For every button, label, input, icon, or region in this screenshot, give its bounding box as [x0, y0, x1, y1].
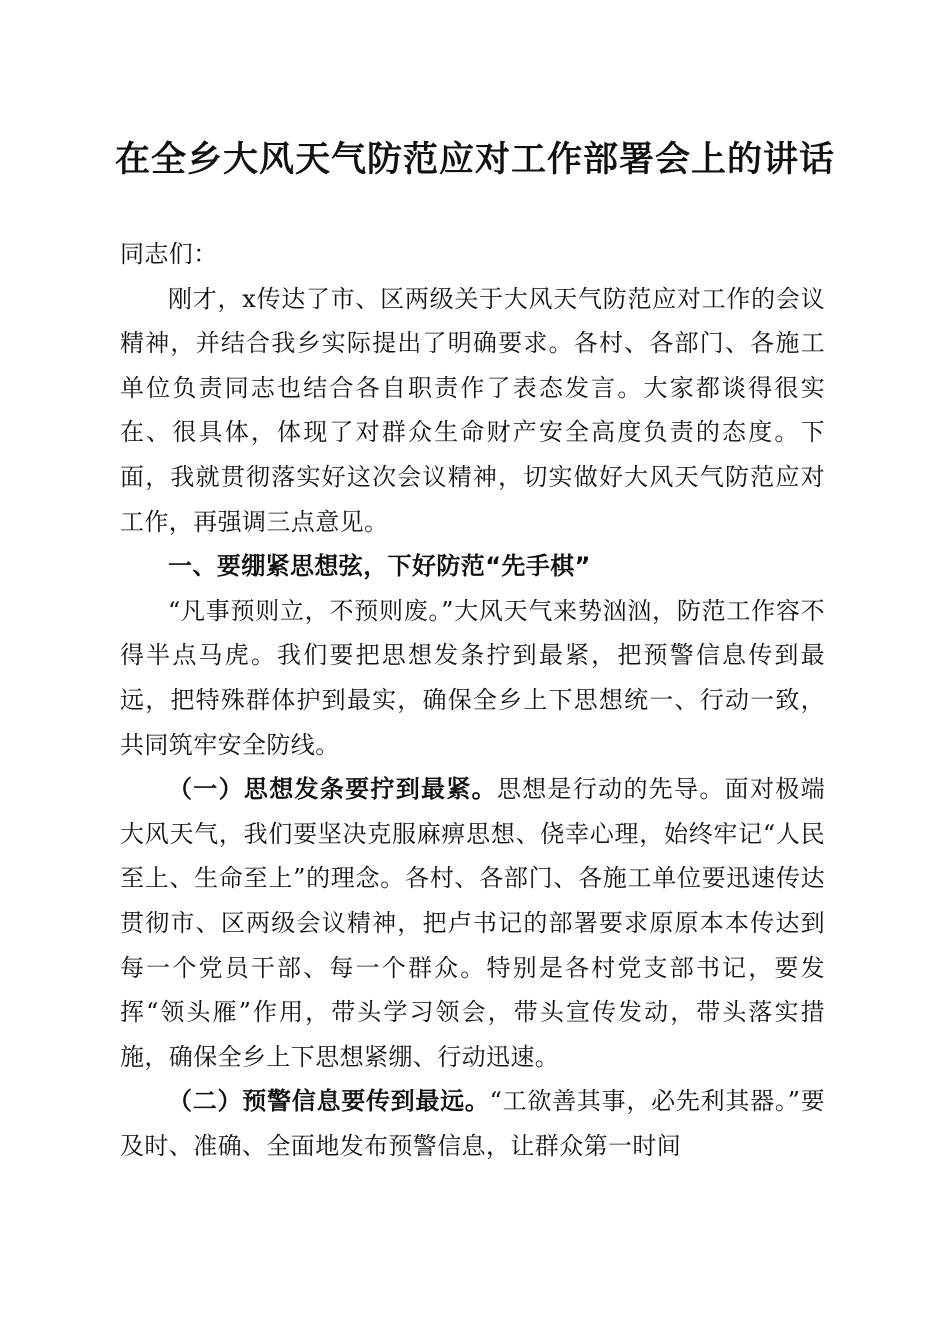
subsection-1-text: 思想是行动的先导。面对极端大风天气，我们要坚决克服麻痹思想、侥幸心理，始终牢记“人民至上、生命至上”的理念。各村、各部门、各施工单位要迅速传达贯彻市、区两级会议精神，把卢书记的部署要求原原本本传达到每一个党员干部、每一个群众。特别是各村党支部书记，要发挥“领头雁”作用，带头学习领会，带头宣传发动，带头落实措施，确保全乡上下思想紧绷、行动迅速。 — [120, 775, 825, 1071]
subsection-1 — [120, 767, 825, 1079]
document-body — [120, 232, 825, 1168]
salutation: 同志们： — [120, 240, 218, 268]
subsection-2 — [120, 1079, 825, 1168]
subsection-2-text: “工欲善其事，必先利其器。”要及时、准确、全面地发布预警信息，让群众第一时间 — [120, 1087, 825, 1160]
subsection-2-lead: （二）预警信息要传到最远。 — [168, 1086, 490, 1116]
intro-paragraph: 刚才，x传达了市、区两级关于大风天气防范应对工作的会议精神，并结合我乡实际提出了明确要求。各村、各部门、各施工单位负责同志也结合各自职责作了表态发言。大家都谈得很实在、很具体，体现了对群众生命财产安全高度负责的态度。下面，我就贯彻落实好这次会议精神，切实做好大风天气防范应对工作，再强调三点意见。 — [120, 284, 825, 536]
section-1-paragraph: “凡事预则立，不预则废。”大风天气来势汹汹，防范工作容不得半点马虎。我们要把思想发条拧到最紧，把预警信息传到最远，把特殊群体护到最实，确保全乡上下思想统一、行动一致，共同筑牢安全防线。 — [120, 596, 825, 759]
document-title: 在全乡大风天气防范应对工作部署会上的讲话 — [114, 139, 835, 180]
subsection-1-lead: （一）思想发条要拧到最紧。 — [168, 774, 497, 804]
section-heading-1: 一、要绷紧思想弦，下好防范“先手棋” — [168, 552, 591, 581]
